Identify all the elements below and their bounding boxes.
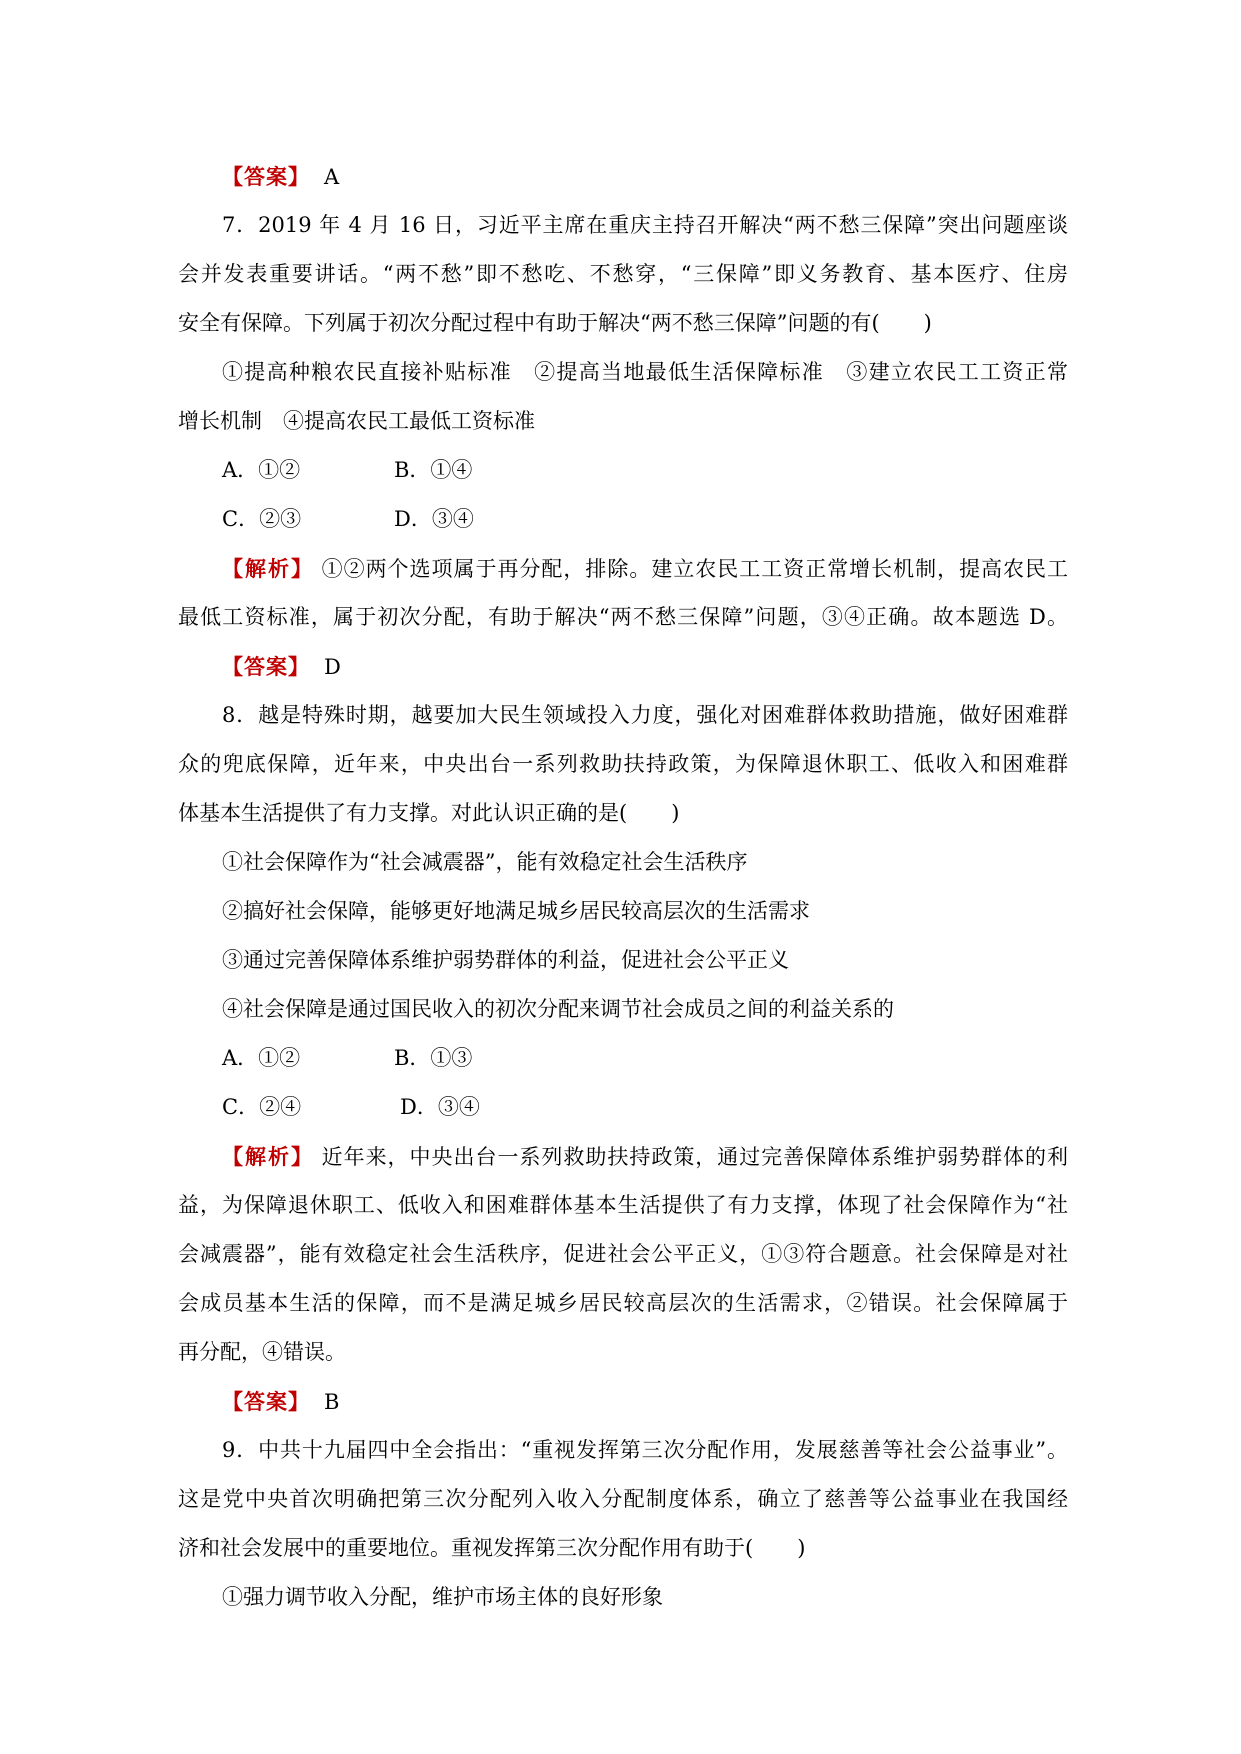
answer-value: A <box>324 165 340 189</box>
option-a: A．①② <box>222 1046 301 1070</box>
q7-analysis-line-2: 最低工资标准，属于初次分配，有助于解决“两不愁三保障”问题，③④正确。故本题选 D。 <box>178 605 1068 629</box>
analysis-tag: 【解析】 <box>222 1144 314 1169</box>
q7-answer-line <box>178 642 1068 691</box>
q8-stem-line-2: 众的兜底保障，近年来，中央出台一系列救助扶持政策，为保障退休职工、低收入和困难群 <box>178 752 1068 776</box>
option-b: B．①③ <box>394 1046 473 1070</box>
q8-analysis-line-1 <box>178 1132 1068 1181</box>
q8-statement-1: ①社会保障作为“社会减震器”，能有效稳定社会生活秩序 <box>222 850 748 874</box>
q8-options-row-1 <box>178 1034 1068 1083</box>
q8-statement-3: ③通过完善保障体系维护弱势群体的利益，促进社会公平正义 <box>222 948 789 972</box>
answer-tag: 【答案】 <box>222 1389 310 1414</box>
option-b: B．①④ <box>394 458 473 482</box>
q9-statement-1: ①强力调节收入分配，维护市场主体的良好形象 <box>222 1585 663 1609</box>
q7-statement-line-1: ①提高种粮农民直接补贴标准 ②提高当地最低生活保障标准 ③建立农民工工资正常 <box>222 360 1068 384</box>
answer-bracket-close: ) <box>923 311 932 335</box>
q8-stem-line-3 <box>178 789 1068 838</box>
answer-tag: 【答案】 <box>222 164 310 189</box>
option-a: A．①② <box>222 458 301 482</box>
q7-stem-line-2: 会并发表重要讲话。“两不愁”即不愁吃、不愁穿，“三保障”即义务教育、基本医疗、住房 <box>178 262 1068 286</box>
analysis-tag: 【解析】 <box>222 556 314 581</box>
q6-answer-line <box>178 152 1068 201</box>
q8-analysis-line-4: 会成员基本生活的保障，而不是满足城乡居民较高层次的生活需求，②错误。社会保障属于 <box>178 1291 1068 1315</box>
q8-statement-4: ④社会保障是通过国民收入的初次分配来调节社会成员之间的利益关系的 <box>222 997 894 1021</box>
answer-value: B <box>324 1390 340 1414</box>
answer-bracket-close: ) <box>671 801 680 825</box>
q7-statement-line-2: 增长机制 ④提高农民工最低工资标准 <box>178 409 535 433</box>
q8-analysis-line-5: 再分配，④错误。 <box>178 1340 346 1364</box>
q9-stem-line-1: 9．中共十九届四中全会指出：“重视发挥第三次分配作用，发展慈善等社会公益事业”。 <box>222 1438 1068 1462</box>
option-c: C．②③ <box>222 507 302 531</box>
q7-stem-line-3 <box>178 299 1068 348</box>
option-c: C．②④ <box>222 1095 302 1119</box>
document-body <box>178 152 1068 1622</box>
q9-stem-line-3 <box>178 1524 1068 1573</box>
q7-stem-line-1: 7．2019 年 4 月 16 日，习近平主席在重庆主持召开解决“两不愁三保障”突出问题座谈 <box>222 213 1068 237</box>
q9-stem-text: 济和社会发展中的重要地位。重视发挥第三次分配作用有助于( <box>178 1536 754 1560</box>
q8-stem-line-1: 8．越是特殊时期，越要加大民生领域投入力度，强化对困难群体救助措施，做好困难群 <box>222 703 1068 727</box>
answer-bracket-close: ) <box>797 1536 806 1560</box>
q7-options-row-2 <box>178 495 1068 544</box>
answer-value: D <box>324 655 341 679</box>
q9-stem-line-2: 这是党中央首次明确把第三次分配列入收入分配制度体系，确立了慈善等公益事业在我国经 <box>178 1487 1068 1511</box>
q8-statement-2: ②搞好社会保障，能够更好地满足城乡居民较高层次的生活需求 <box>222 899 810 923</box>
answer-tag: 【答案】 <box>222 654 310 679</box>
q8-stem-text: 体基本生活提供了有力支撑。对此认识正确的是( <box>178 801 628 825</box>
analysis-text: 近年来，中央出台一系列救助扶持政策，通过完善保障体系维护弱势群体的利 <box>321 1145 1069 1169</box>
q7-options-row-1 <box>178 446 1068 495</box>
q7-stem-text: 安全有保障。下列属于初次分配过程中有助于解决“两不愁三保障”问题的有( <box>178 311 880 335</box>
analysis-text: ①②两个选项属于再分配，排除。建立农民工工资正常增长机制，提高农民工 <box>321 557 1069 581</box>
option-d: D．③④ <box>394 507 474 531</box>
q8-options-row-2 <box>178 1083 1068 1132</box>
q8-analysis-line-2: 益，为保障退休职工、低收入和困难群体基本生活提供了有力支撑，体现了社会保障作为“社 <box>178 1193 1068 1217</box>
q8-analysis-line-3: 会减震器”，能有效稳定社会生活秩序，促进社会公平正义，①③符合题意。社会保障是对社 <box>178 1242 1068 1266</box>
q7-analysis-line-1 <box>178 544 1068 593</box>
option-d: D．③④ <box>400 1095 480 1119</box>
q8-answer-line <box>178 1377 1068 1426</box>
